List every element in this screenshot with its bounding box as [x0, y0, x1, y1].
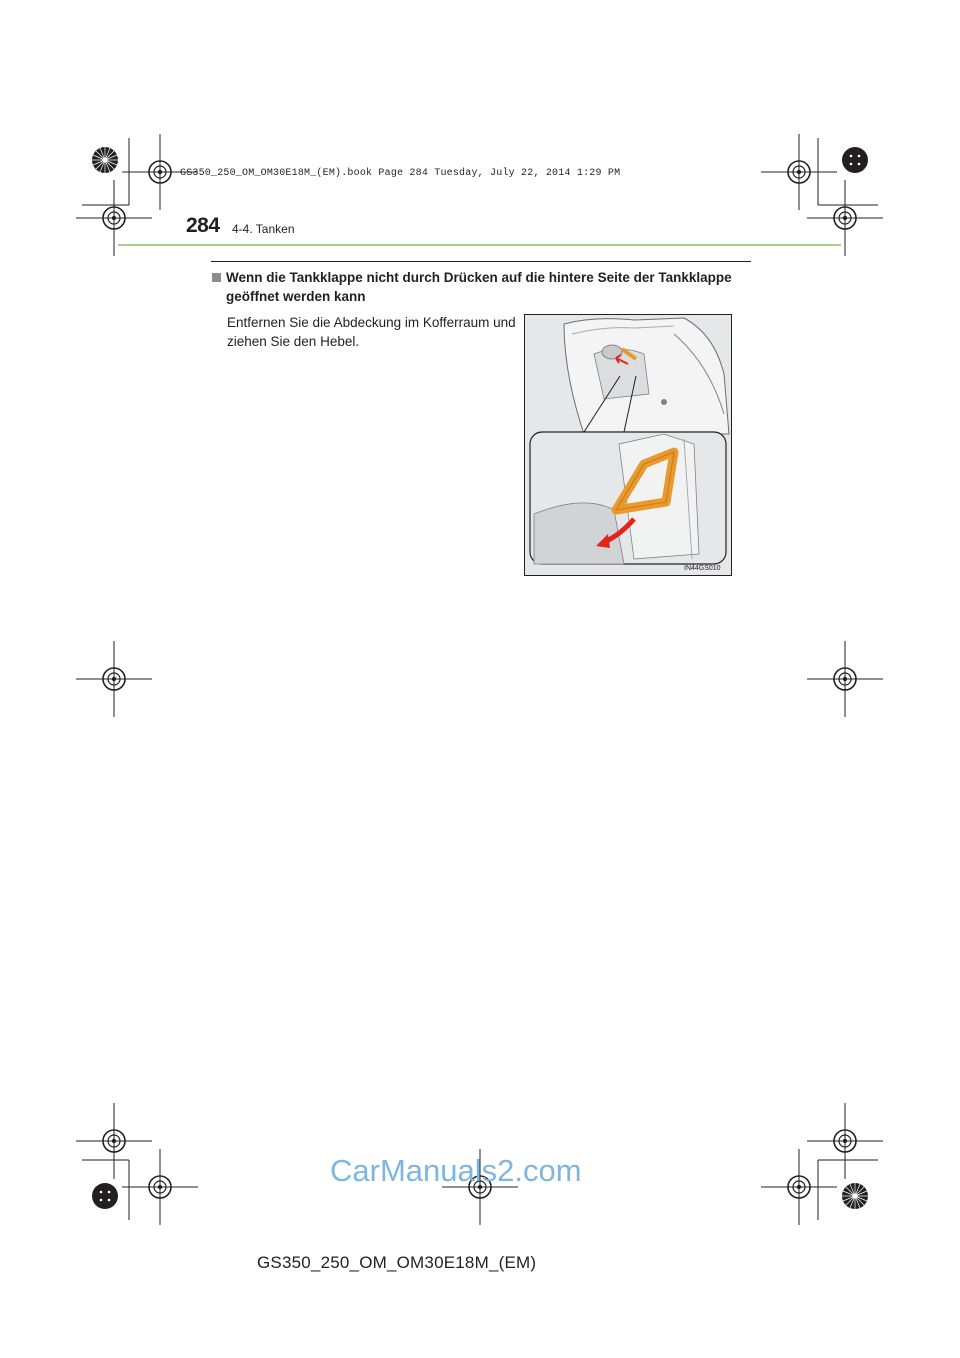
print-header: GS350_250_OM_OM30E18M_(EM).book Page 284 Tuesday, July 22, 2014 1:29 PM — [180, 168, 621, 179]
section-title: 4-4. Tanken — [232, 222, 295, 236]
footer-code: GS350_250_OM_OM30E18M_(EM) — [257, 1253, 537, 1272]
heading-rule — [211, 261, 751, 262]
body-text: Entfernen Sie die Abdeckung im Kofferraum und ziehen Sie den Hebel. — [227, 315, 516, 349]
watermark[interactable]: CarManuals2.com — [330, 1153, 582, 1188]
illustration-code: IN44GS010 — [684, 565, 721, 572]
section-heading: Wenn die Tankklappe nicht durch Drücken auf die hintere Seite der Tankklappe geöffnet werden kann — [226, 270, 732, 304]
page-number: 284 — [186, 214, 220, 237]
trunk-lever-illustration — [524, 314, 732, 576]
header-rule — [118, 244, 841, 246]
heading-bullet-icon — [212, 273, 221, 282]
